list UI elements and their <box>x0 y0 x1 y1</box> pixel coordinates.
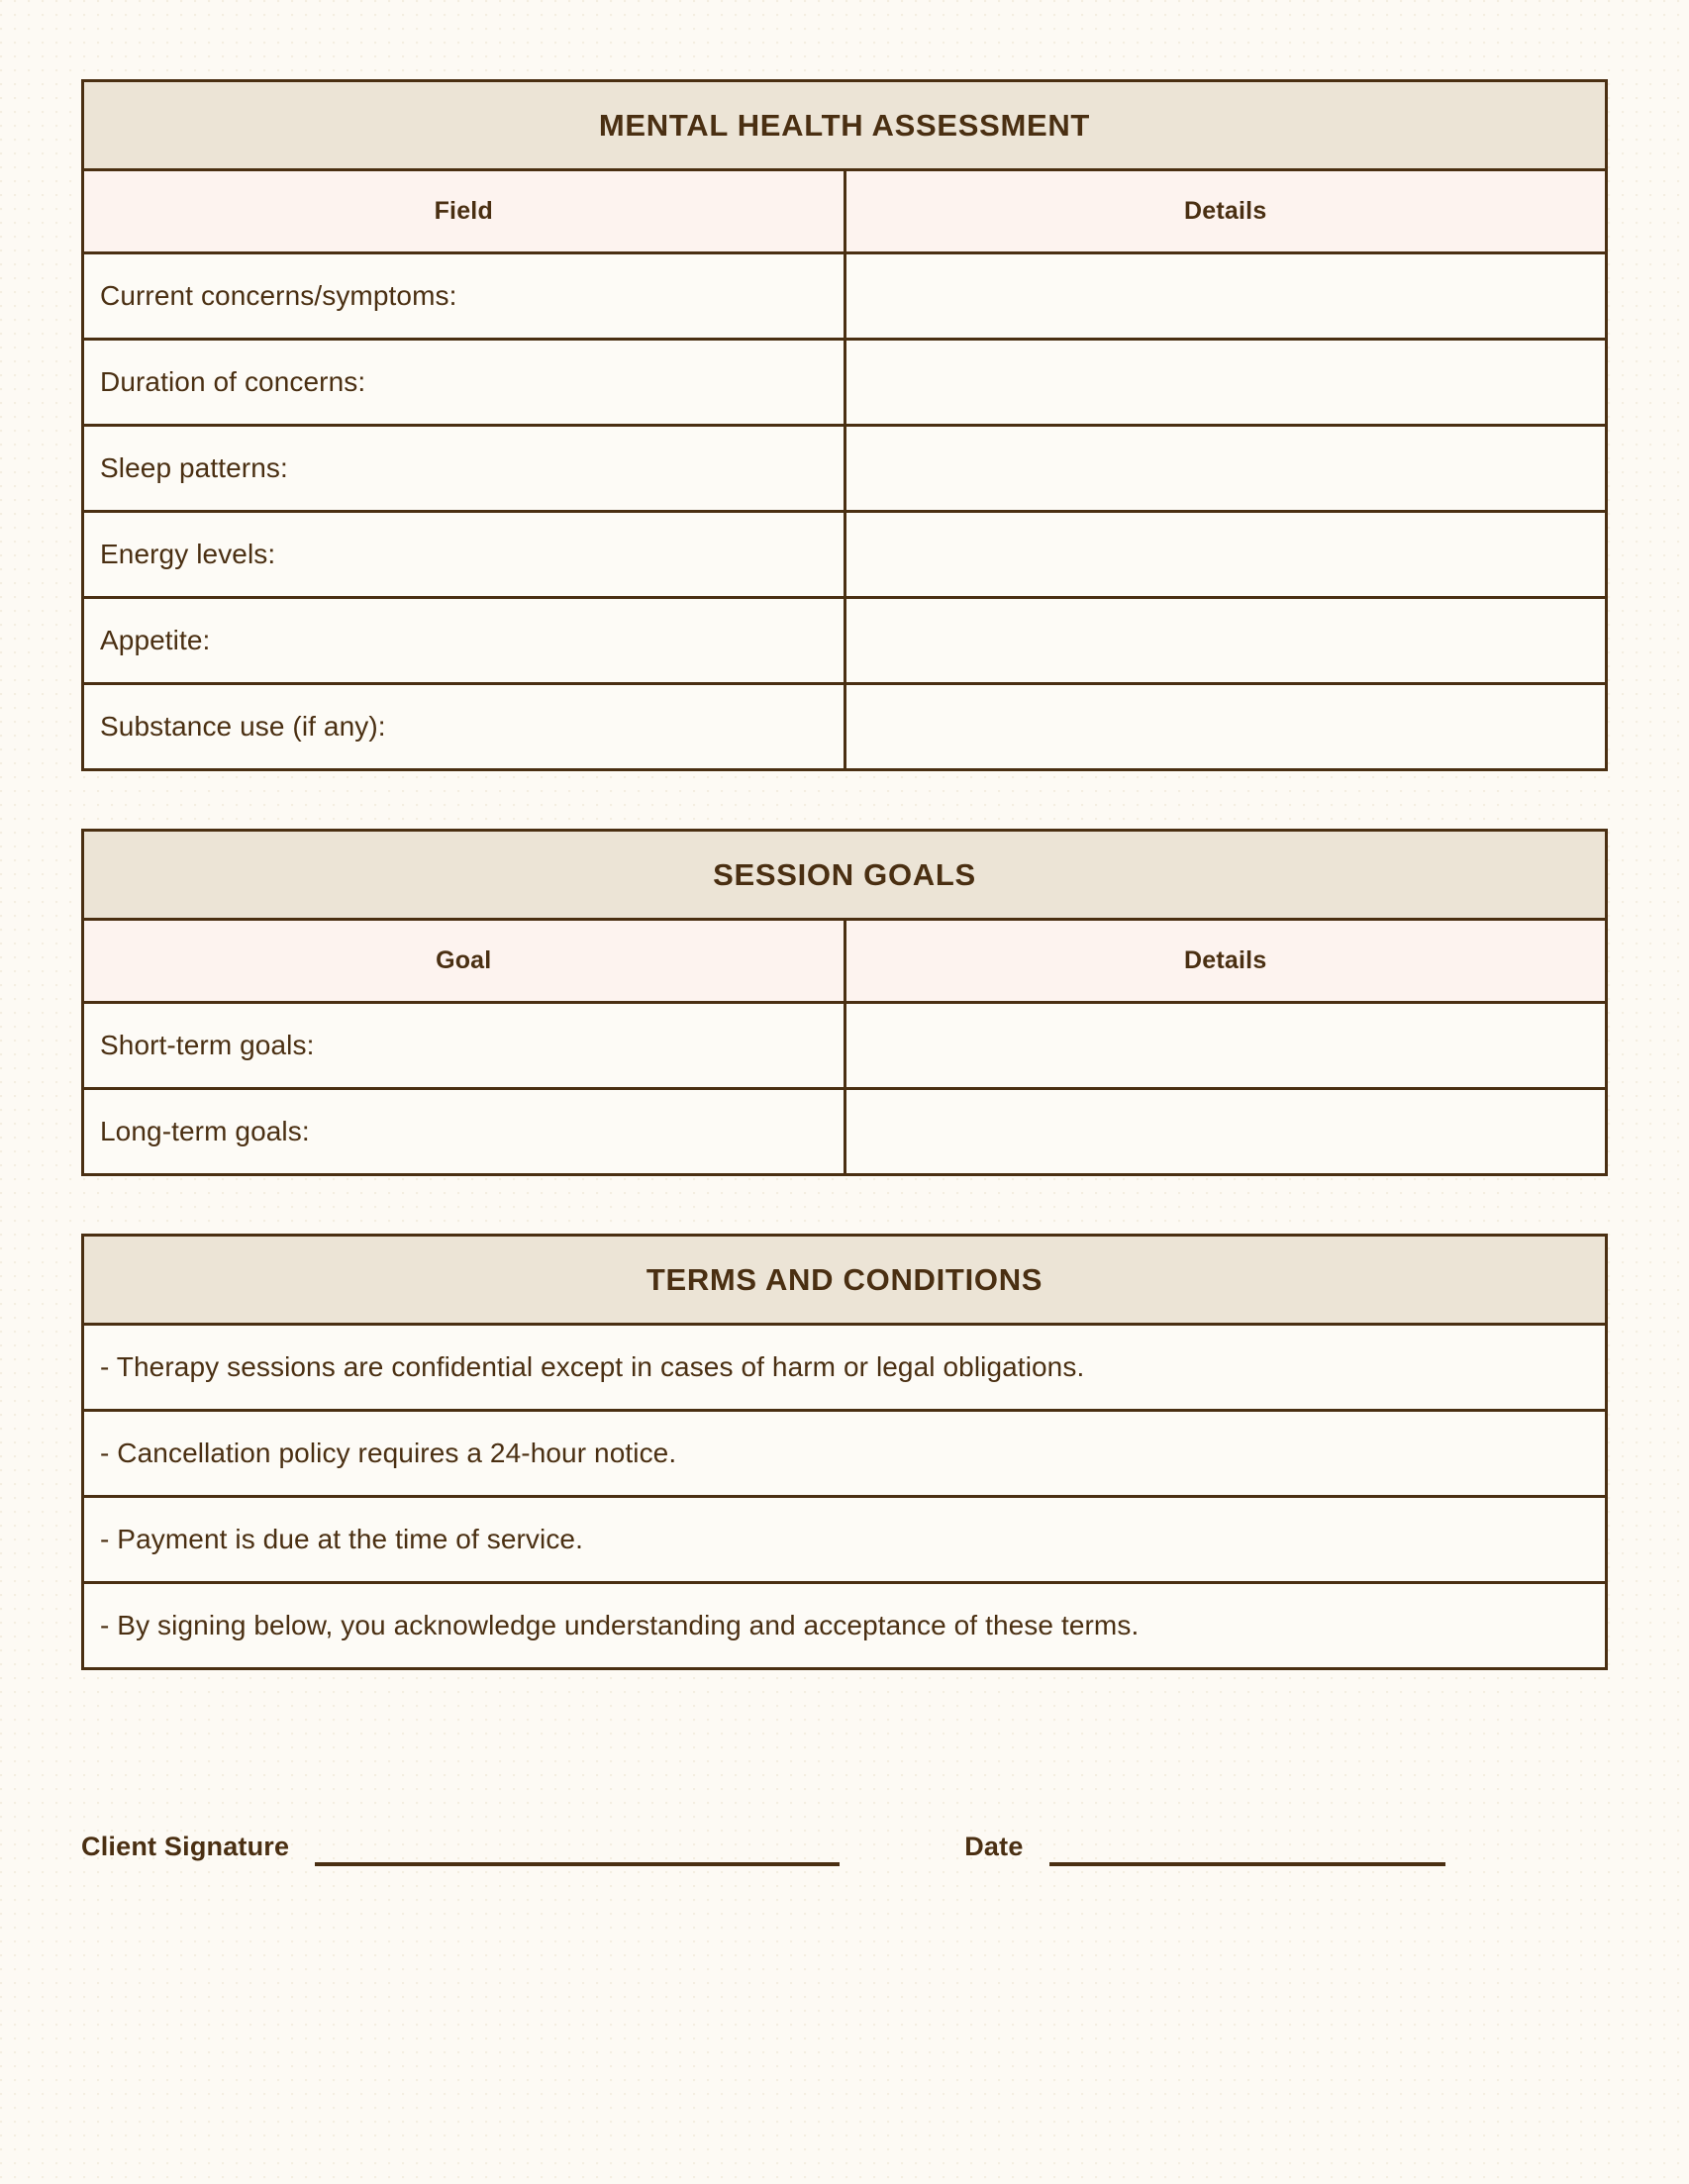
assessment-input-current-concerns[interactable] <box>844 253 1607 340</box>
session-goals-label-long-term <box>83 1089 845 1175</box>
date-label: Date <box>964 1832 1024 1861</box>
terms-item-text: - Cancellation policy requires a 24-hour notice. <box>100 1437 677 1468</box>
date-group <box>964 1834 1444 1866</box>
terms-item-payment <box>83 1497 1607 1583</box>
assessment-label-text: Sleep patterns: <box>100 451 288 483</box>
assessment-label-energy-levels <box>83 512 845 598</box>
table-row <box>83 1089 1607 1175</box>
terms-item-text: - Therapy sessions are confidential except in cases of harm or legal obligations. <box>100 1350 1085 1382</box>
assessment-label-text: Current concerns/symptoms: <box>100 279 457 311</box>
assessment-input-appetite[interactable] <box>844 598 1607 684</box>
assessment-label-text: Duration of concerns: <box>100 365 366 397</box>
session-goals-column-header-goal-label: Goal <box>436 946 492 974</box>
session-goals-column-header-details-label: Details <box>1184 946 1267 974</box>
terms-banner-row <box>83 1236 1607 1325</box>
table-row <box>83 684 1607 770</box>
terms-item-text: - Payment is due at the time of service. <box>100 1523 583 1554</box>
terms-banner-cell <box>83 1236 1607 1325</box>
assessment-column-header-details <box>844 170 1607 253</box>
terms-item-text: - By signing below, you acknowledge understanding and acceptance of these terms. <box>100 1609 1140 1640</box>
page-content <box>81 79 1608 2105</box>
terms-item-signature-acknowledgement <box>83 1583 1607 1669</box>
session-goals-label-text: Long-term goals: <box>100 1115 310 1146</box>
assessment-label-substance-use <box>83 684 845 770</box>
section-spacer <box>81 1176 1608 1234</box>
assessment-input-duration[interactable] <box>844 340 1607 426</box>
session-goals-input-short-term[interactable] <box>844 1003 1607 1089</box>
session-goals-banner-row <box>83 831 1607 920</box>
assessment-label-text: Energy levels: <box>100 538 276 569</box>
table-row <box>83 253 1607 340</box>
session-goals-banner-title: SESSION GOALS <box>713 857 976 892</box>
section-spacer <box>81 771 1608 829</box>
assessment-column-header-details-label: Details <box>1184 197 1267 225</box>
table-row <box>83 1003 1607 1089</box>
assessment-input-sleep-patterns[interactable] <box>844 426 1607 512</box>
assessment-banner-cell <box>83 81 1607 170</box>
assessment-banner-row <box>83 81 1607 170</box>
assessment-column-header-row <box>83 170 1607 253</box>
assessment-column-header-field <box>83 170 845 253</box>
signature-footer <box>81 1834 1608 1866</box>
terms-item-confidentiality <box>83 1325 1607 1411</box>
table-row <box>83 1497 1607 1583</box>
table-row <box>83 340 1607 426</box>
session-goals-column-header-row <box>83 920 1607 1003</box>
table-row <box>83 426 1607 512</box>
assessment-label-duration <box>83 340 845 426</box>
client-signature-field[interactable] <box>315 1862 840 1866</box>
session-goals-label-short-term <box>83 1003 845 1089</box>
session-goals-table <box>81 829 1608 1176</box>
terms-and-conditions-table <box>81 1234 1608 1670</box>
table-row <box>83 1411 1607 1497</box>
session-goals-label-text: Short-term goals: <box>100 1029 315 1060</box>
session-goals-banner-cell <box>83 831 1607 920</box>
session-goals-column-header-details <box>844 920 1607 1003</box>
client-signature-group <box>81 1834 840 1866</box>
assessment-column-header-field-label: Field <box>434 197 493 225</box>
table-row <box>83 1583 1607 1669</box>
client-signature-label: Client Signature <box>81 1832 290 1861</box>
assessment-banner-title: MENTAL HEALTH ASSESSMENT <box>598 108 1091 143</box>
table-row <box>83 598 1607 684</box>
session-goals-column-header-goal <box>83 920 845 1003</box>
assessment-label-text: Substance use (if any): <box>100 710 386 742</box>
assessment-label-appetite <box>83 598 845 684</box>
date-field[interactable] <box>1049 1862 1445 1866</box>
assessment-input-energy-levels[interactable] <box>844 512 1607 598</box>
assessment-label-sleep-patterns <box>83 426 845 512</box>
terms-banner-title: TERMS AND CONDITIONS <box>646 1262 1043 1297</box>
session-goals-input-long-term[interactable] <box>844 1089 1607 1175</box>
assessment-label-text: Appetite: <box>100 624 211 655</box>
mental-health-assessment-table <box>81 79 1608 771</box>
terms-item-cancellation-policy <box>83 1411 1607 1497</box>
table-row <box>83 1325 1607 1411</box>
table-row <box>83 512 1607 598</box>
assessment-label-current-concerns <box>83 253 845 340</box>
assessment-input-substance-use[interactable] <box>844 684 1607 770</box>
